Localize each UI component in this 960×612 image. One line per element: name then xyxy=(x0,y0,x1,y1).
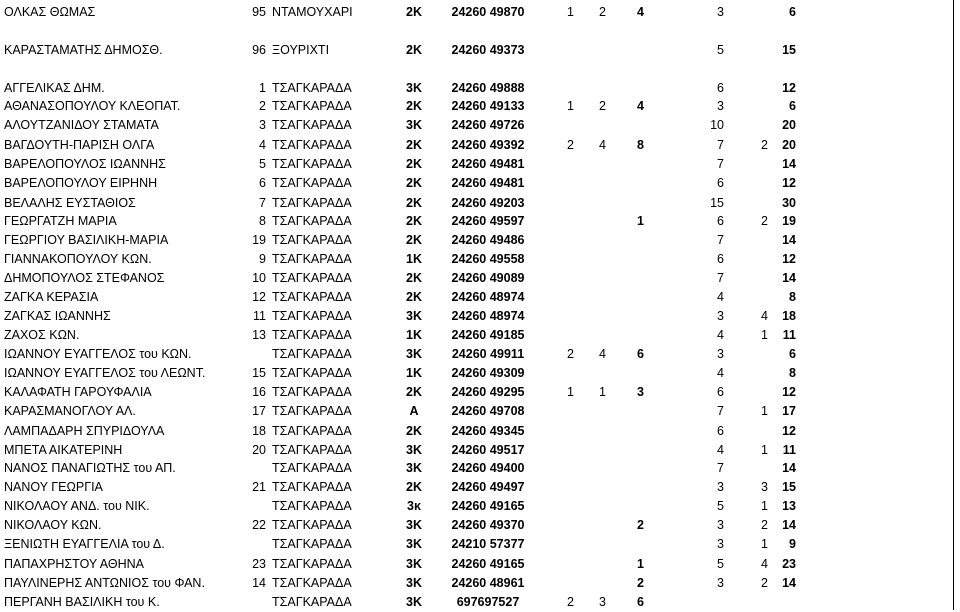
table-row xyxy=(0,231,960,250)
table-row xyxy=(0,383,960,402)
cell-total: 12 xyxy=(782,424,796,438)
cell-name: ΖΑΓΚΑΣ ΙΩΑΝΝΗΣ xyxy=(4,309,111,323)
cell-c: 3 xyxy=(637,385,644,399)
cell-name: ΔΗΜΟΠΟΥΛΟΣ ΣΤΕΦΑΝΟΣ xyxy=(4,271,165,285)
table-row xyxy=(0,535,960,554)
cell-village: ΤΣΑΓΚΑΡΑΔΑ xyxy=(272,138,352,152)
cell-d: 7 xyxy=(717,461,724,475)
cell-d: 3 xyxy=(717,480,724,494)
table-row xyxy=(0,307,960,326)
cell-phone: 24260 49185 xyxy=(451,328,525,342)
cell-num: 9 xyxy=(259,252,266,266)
table-row xyxy=(0,60,960,79)
cell-cls: 2Κ xyxy=(406,424,422,438)
cell-total: 20 xyxy=(782,138,796,152)
cell-d: 3 xyxy=(717,99,724,113)
cell-name: ΒΑΡΕΛΟΠΟΥΛΟΥ ΕΙΡΗΝΗ xyxy=(4,176,158,190)
cell-cls: 2Κ xyxy=(406,43,422,57)
table-row xyxy=(0,269,960,288)
cell-cls: 3Κ xyxy=(406,557,422,571)
cell-name: ΜΠΕΤΑ ΑΙΚΑΤΕΡΙΝΗ xyxy=(4,443,123,457)
cell-b: 1 xyxy=(599,385,606,399)
cell-e: 1 xyxy=(761,499,768,513)
cell-c: 4 xyxy=(637,5,644,19)
cell-village: ΤΣΑΓΚΑΡΑΔΑ xyxy=(272,480,352,494)
cell-cls: 3Κ xyxy=(406,576,422,590)
table-row xyxy=(0,194,960,213)
cell-name: ΓΕΩΡΓΑΤΖΗ ΜΑΡΙΑ xyxy=(4,214,117,228)
cell-total: 6 xyxy=(789,5,796,19)
cell-c: 8 xyxy=(637,138,644,152)
cell-cls: Α xyxy=(409,404,419,418)
cell-num: 13 xyxy=(252,328,266,342)
cell-a: 2 xyxy=(567,138,574,152)
cell-cls: 2Κ xyxy=(406,157,422,171)
cell-cls: 2Κ xyxy=(406,271,422,285)
cell-num: 16 xyxy=(252,385,266,399)
cell-phone: 24260 49370 xyxy=(451,518,525,532)
cell-village: ΤΣΑΓΚΑΡΑΔΑ xyxy=(272,233,352,247)
cell-total: 12 xyxy=(782,81,796,95)
cell-village: ΞΟΥΡΙΧΤΙ xyxy=(272,43,330,57)
table-row xyxy=(0,497,960,516)
table-row xyxy=(0,345,960,364)
cell-num: 95 xyxy=(252,5,266,19)
cell-name: ΑΓΓΕΛΙΚΑΣ ΔΗΜ. xyxy=(4,81,105,95)
cell-total: 12 xyxy=(782,385,796,399)
cell-phone: 24260 49486 xyxy=(451,233,525,247)
cell-total: 20 xyxy=(782,118,796,132)
cell-phone: 24260 48974 xyxy=(451,309,525,323)
cell-phone: 24260 49726 xyxy=(451,118,525,132)
cell-d: 5 xyxy=(717,499,724,513)
cell-total: 11 xyxy=(782,443,796,457)
cell-c: 6 xyxy=(637,347,644,361)
cell-total: 18 xyxy=(782,309,796,323)
cell-name: ΑΛΟΥΤΖΑΝΙΔΟΥ ΣΤΑΜΑΤΑ xyxy=(4,118,159,132)
cell-e: 2 xyxy=(761,214,768,228)
cell-b: 3 xyxy=(599,595,606,609)
cell-name: ΑΘΑΝΑΣΟΠΟΥΛΟΥ ΚΛΕΟΠΑΤ. xyxy=(4,99,181,113)
cell-e: 2 xyxy=(761,518,768,532)
cell-village: ΤΣΑΓΚΑΡΑΔΑ xyxy=(272,385,352,399)
cell-cls: 2Κ xyxy=(406,99,422,113)
cell-num: 19 xyxy=(252,233,266,247)
table-row xyxy=(0,79,960,98)
table-row xyxy=(0,136,960,155)
cell-a: 1 xyxy=(567,5,574,19)
cell-d: 10 xyxy=(710,118,724,132)
table-row xyxy=(0,97,960,116)
cell-village: ΤΣΑΓΚΑΡΑΔΑ xyxy=(272,366,352,380)
cell-village: ΤΣΑΓΚΑΡΑΔΑ xyxy=(272,214,352,228)
table-row xyxy=(0,22,960,41)
cell-total: 14 xyxy=(782,233,796,247)
cell-name: ΠΑΥΛΙΝΕΡΗΣ ΑΝΤΩΝΙΟΣ του ΦΑΝ. xyxy=(4,576,205,590)
cell-name: ΒΑΓΔΟΥΤΗ-ΠΑΡΙΣΗ ΟΛΓΑ xyxy=(4,138,155,152)
table-row xyxy=(0,3,960,22)
cell-e: 1 xyxy=(761,328,768,342)
table-row xyxy=(0,155,960,174)
cell-name: ΟΛΚΑΣ ΘΩΜΑΣ xyxy=(4,5,96,19)
cell-total: 15 xyxy=(782,43,796,57)
table-row xyxy=(0,174,960,193)
cell-cls: 3κ xyxy=(407,499,421,513)
cell-e: 3 xyxy=(761,480,768,494)
cell-d: 6 xyxy=(717,252,724,266)
cell-cls: 3Κ xyxy=(406,443,422,457)
cell-c: 1 xyxy=(637,214,644,228)
cell-cls: 3Κ xyxy=(406,347,422,361)
cell-village: ΤΣΑΓΚΑΡΑΔΑ xyxy=(272,537,352,551)
cell-phone: 24260 49708 xyxy=(451,404,525,418)
cell-total: 11 xyxy=(782,328,796,342)
cell-phone: 24260 49481 xyxy=(451,157,525,171)
cell-village: ΤΣΑΓΚΑΡΑΔΑ xyxy=(272,443,352,457)
cell-village: ΤΣΑΓΚΑΡΑΔΑ xyxy=(272,328,352,342)
cell-cls: 2Κ xyxy=(406,480,422,494)
cell-village: ΤΣΑΓΚΑΡΑΔΑ xyxy=(272,271,352,285)
cell-d: 7 xyxy=(717,404,724,418)
cell-name: ΝΑΝΟΥ ΓΕΩΡΓΙΑ xyxy=(4,480,103,494)
table-row xyxy=(0,250,960,269)
cell-name: ΖΑΧΟΣ ΚΩΝ. xyxy=(4,328,80,342)
cell-num: 23 xyxy=(252,557,266,571)
cell-e: 1 xyxy=(761,443,768,457)
cell-name: ΝΙΚΟΛΑΟΥ ΚΩΝ. xyxy=(4,518,102,532)
cell-total: 8 xyxy=(789,290,796,304)
table-row xyxy=(0,41,960,60)
cell-num: 18 xyxy=(252,424,266,438)
cell-d: 5 xyxy=(717,557,724,571)
cell-name: ΝΑΝΟΣ ΠΑΝΑΓΙΩΤΗΣ του ΑΠ. xyxy=(4,461,176,475)
cell-b: 2 xyxy=(599,99,606,113)
cell-d: 6 xyxy=(717,385,724,399)
cell-num: 4 xyxy=(259,138,266,152)
cell-num: 11 xyxy=(253,309,266,323)
cell-d: 7 xyxy=(717,138,724,152)
table-row xyxy=(0,516,960,535)
cell-total: 8 xyxy=(789,366,796,380)
cell-d: 6 xyxy=(717,214,724,228)
cell-total: 12 xyxy=(782,176,796,190)
cell-cls: 2Κ xyxy=(406,196,422,210)
table-row xyxy=(0,593,960,612)
cell-village: ΤΣΑΓΚΑΡΑΔΑ xyxy=(272,99,352,113)
table-row xyxy=(0,574,960,593)
cell-e: 2 xyxy=(761,576,768,590)
cell-village: ΤΣΑΓΚΑΡΑΔΑ xyxy=(272,309,352,323)
cell-village: ΤΣΑΓΚΑΡΑΔΑ xyxy=(272,81,352,95)
cell-name: ΓΙΑΝΝΑΚΟΠΟΥΛΟΥ ΚΩΝ. xyxy=(4,252,152,266)
cell-d: 3 xyxy=(717,309,724,323)
cell-village: ΤΣΑΓΚΑΡΑΔΑ xyxy=(272,347,352,361)
cell-phone: 24260 49481 xyxy=(451,176,525,190)
cell-cls: 3Κ xyxy=(406,461,422,475)
cell-num: 14 xyxy=(252,576,266,590)
cell-total: 14 xyxy=(782,157,796,171)
cell-a: 2 xyxy=(567,595,574,609)
cell-num: 5 xyxy=(259,157,266,171)
cell-num: 8 xyxy=(259,214,266,228)
cell-phone: 24260 49203 xyxy=(451,196,525,210)
cell-total: 13 xyxy=(782,499,796,513)
cell-d: 3 xyxy=(717,347,724,361)
cell-phone: 24260 49400 xyxy=(451,461,525,475)
cell-num: 96 xyxy=(252,43,266,57)
cell-phone: 24260 49309 xyxy=(451,366,525,380)
cell-village: ΤΣΑΓΚΑΡΑΔΑ xyxy=(272,118,352,132)
cell-d: 3 xyxy=(717,576,724,590)
cell-d: 4 xyxy=(717,443,724,457)
cell-name: ΞΕΝΙΩΤΗ ΕΥΑΓΓΕΛΙΑ του Δ. xyxy=(4,537,165,551)
cell-cls: 1Κ xyxy=(406,252,422,266)
cell-e: 4 xyxy=(761,309,768,323)
cell-name: ΒΕΛΑΛΗΣ ΕΥΣΤΑΘΙΟΣ xyxy=(4,196,136,210)
cell-a: 1 xyxy=(567,99,574,113)
table-row xyxy=(0,478,960,497)
cell-village: ΤΣΑΓΚΑΡΑΔΑ xyxy=(272,499,352,513)
cell-village: ΤΣΑΓΚΑΡΑΔΑ xyxy=(272,595,352,609)
table-row xyxy=(0,555,960,574)
cell-phone: 24260 49497 xyxy=(451,480,525,494)
cell-cls: 3Κ xyxy=(406,518,422,532)
cell-num: 10 xyxy=(252,271,266,285)
cell-name: ΓΕΩΡΓΙΟΥ ΒΑΣΙΛΙΚΗ-ΜΑΡΙΑ xyxy=(4,233,169,247)
cell-total: 23 xyxy=(782,557,796,571)
cell-phone: 24260 49558 xyxy=(451,252,525,266)
cell-num: 17 xyxy=(252,404,266,418)
cell-cls: 3Κ xyxy=(406,537,422,551)
cell-phone: 24260 49911 xyxy=(451,347,525,361)
cell-d: 5 xyxy=(717,43,724,57)
cell-name: ΠΑΠΑΧΡΗΣΤΟΥ ΑΘΗΝΑ xyxy=(4,557,144,571)
cell-d: 7 xyxy=(717,271,724,285)
cell-num: 12 xyxy=(252,290,266,304)
cell-phone: 24260 49597 xyxy=(451,214,525,228)
cell-cls: 3Κ xyxy=(406,595,422,609)
cell-num: 20 xyxy=(252,443,266,457)
cell-phone: 24260 49295 xyxy=(451,385,525,399)
table-row xyxy=(0,212,960,231)
cell-phone: 24260 49089 xyxy=(451,271,525,285)
cell-b: 4 xyxy=(599,347,606,361)
cell-b: 2 xyxy=(599,5,606,19)
cell-cls: 2Κ xyxy=(406,5,422,19)
cell-phone: 697697527 xyxy=(456,595,520,609)
cell-total: 15 xyxy=(782,480,796,494)
cell-d: 7 xyxy=(717,157,724,171)
cell-total: 12 xyxy=(782,252,796,266)
cell-c: 2 xyxy=(637,518,644,532)
cell-e: 1 xyxy=(761,537,768,551)
cell-village: ΤΣΑΓΚΑΡΑΔΑ xyxy=(272,576,352,590)
cell-name: ΚΑΡΑΣΤΑΜΑΤΗΣ ΔΗΜΟΣΘ. xyxy=(4,43,163,57)
cell-d: 6 xyxy=(717,176,724,190)
cell-phone: 24260 48974 xyxy=(451,290,525,304)
cell-d: 3 xyxy=(717,537,724,551)
cell-c: 4 xyxy=(637,99,644,113)
cell-name: ΠΕΡΓΑΝΗ ΒΑΣΙΛΙΚΗ του Κ. xyxy=(4,595,160,609)
cell-num: 21 xyxy=(252,480,266,494)
cell-d: 7 xyxy=(717,233,724,247)
cell-village: ΤΣΑΓΚΑΡΑΔΑ xyxy=(272,176,352,190)
cell-total: 14 xyxy=(782,271,796,285)
cell-village: ΤΣΑΓΚΑΡΑΔΑ xyxy=(272,290,352,304)
cell-total: 6 xyxy=(789,347,796,361)
table-row xyxy=(0,422,960,441)
cell-name: ΛΑΜΠΑΔΑΡΗ ΣΠΥΡΙΔΟΥΛΑ xyxy=(4,424,165,438)
table-row xyxy=(0,364,960,383)
cell-name: ΖΑΓΚΑ ΚΕΡΑΣΙΑ xyxy=(4,290,99,304)
table-row xyxy=(0,459,960,478)
cell-village: ΤΣΑΓΚΑΡΑΔΑ xyxy=(272,518,352,532)
cell-total: 14 xyxy=(782,518,796,532)
cell-cls: 2Κ xyxy=(406,138,422,152)
cell-num: 3 xyxy=(259,118,266,132)
cell-cls: 1Κ xyxy=(406,328,422,342)
cell-total: 17 xyxy=(782,404,796,418)
cell-cls: 3Κ xyxy=(406,309,422,323)
cell-village: ΤΣΑΓΚΑΡΑΔΑ xyxy=(272,461,352,475)
cell-phone: 24210 57377 xyxy=(451,537,525,551)
cell-village: ΤΣΑΓΚΑΡΑΔΑ xyxy=(272,196,352,210)
cell-num: 2 xyxy=(259,99,266,113)
cell-total: 30 xyxy=(782,196,796,210)
cell-d: 3 xyxy=(717,518,724,532)
table-row xyxy=(0,288,960,307)
cell-phone: 24260 49165 xyxy=(451,557,525,571)
cell-d: 6 xyxy=(717,81,724,95)
cell-phone: 24260 49517 xyxy=(451,443,525,457)
cell-num: 6 xyxy=(259,176,266,190)
cell-phone: 24260 49133 xyxy=(451,99,525,113)
cell-village: ΤΣΑΓΚΑΡΑΔΑ xyxy=(272,424,352,438)
cell-c: 6 xyxy=(637,595,644,609)
cell-total: 14 xyxy=(782,461,796,475)
cell-village: ΤΣΑΓΚΑΡΑΔΑ xyxy=(272,404,352,418)
cell-total: 6 xyxy=(789,99,796,113)
cell-cls: 2Κ xyxy=(406,385,422,399)
cell-cls: 1Κ xyxy=(406,366,422,380)
cell-num: 1 xyxy=(259,81,266,95)
table-row xyxy=(0,402,960,421)
cell-d: 3 xyxy=(717,5,724,19)
cell-total: 14 xyxy=(782,576,796,590)
cell-b: 4 xyxy=(599,138,606,152)
cell-total: 9 xyxy=(789,537,796,551)
cell-cls: 3Κ xyxy=(406,81,422,95)
cell-village: ΤΣΑΓΚΑΡΑΔΑ xyxy=(272,252,352,266)
cell-cls: 2Κ xyxy=(406,214,422,228)
cell-num: 15 xyxy=(252,366,266,380)
cell-cls: 2Κ xyxy=(406,176,422,190)
cell-name: ΚΑΛΑΦΑΤΗ ΓΑΡΟΥΦΑΛΙΑ xyxy=(4,385,152,399)
cell-village: ΝΤΑΜΟΥΧΑΡΙ xyxy=(272,5,353,19)
cell-cls: 2Κ xyxy=(406,290,422,304)
cell-name: ΒΑΡΕΛΟΠΟΥΛΟΣ ΙΩΑΝΝΗΣ xyxy=(4,157,166,171)
cell-name: ΝΙΚΟΛΑΟΥ ΑΝΔ. του ΝΙΚ. xyxy=(4,499,150,513)
cell-cls: 3Κ xyxy=(406,118,422,132)
cell-phone: 24260 49345 xyxy=(451,424,525,438)
cell-name: ΙΩΑΝΝΟΥ ΕΥΑΓΓΕΛΟΣ του ΚΩΝ. xyxy=(4,347,192,361)
cell-phone: 24260 49373 xyxy=(451,43,525,57)
cell-c: 1 xyxy=(637,557,644,571)
cell-e: 4 xyxy=(761,557,768,571)
cell-name: ΚΑΡΑΣΜΑΝΟΓΛΟΥ ΑΛ. xyxy=(4,404,136,418)
cell-d: 4 xyxy=(717,366,724,380)
cell-village: ΤΣΑΓΚΑΡΑΔΑ xyxy=(272,557,352,571)
cell-total: 19 xyxy=(782,214,796,228)
table-row xyxy=(0,326,960,345)
cell-d: 6 xyxy=(717,424,724,438)
cell-num: 7 xyxy=(259,196,266,210)
cell-a: 2 xyxy=(567,347,574,361)
cell-d: 4 xyxy=(717,328,724,342)
cell-cls: 2Κ xyxy=(406,233,422,247)
cell-d: 4 xyxy=(717,290,724,304)
cell-phone: 24260 48961 xyxy=(451,576,525,590)
cell-village: ΤΣΑΓΚΑΡΑΔΑ xyxy=(272,157,352,171)
cell-name: ΙΩΑΝΝΟΥ ΕΥΑΓΓΕΛΟΣ του ΛΕΩΝΤ. xyxy=(4,366,206,380)
cell-phone: 24260 49165 xyxy=(451,499,525,513)
cell-a: 1 xyxy=(567,385,574,399)
cell-c: 2 xyxy=(637,576,644,590)
cell-phone: 24260 49870 xyxy=(451,5,525,19)
cell-num: 22 xyxy=(252,518,266,532)
cell-d: 15 xyxy=(710,196,724,210)
cell-e: 1 xyxy=(761,404,768,418)
cell-e: 2 xyxy=(761,138,768,152)
table-row xyxy=(0,441,960,460)
table-row xyxy=(0,116,960,135)
cell-phone: 24260 49392 xyxy=(451,138,525,152)
cell-phone: 24260 49888 xyxy=(451,81,525,95)
